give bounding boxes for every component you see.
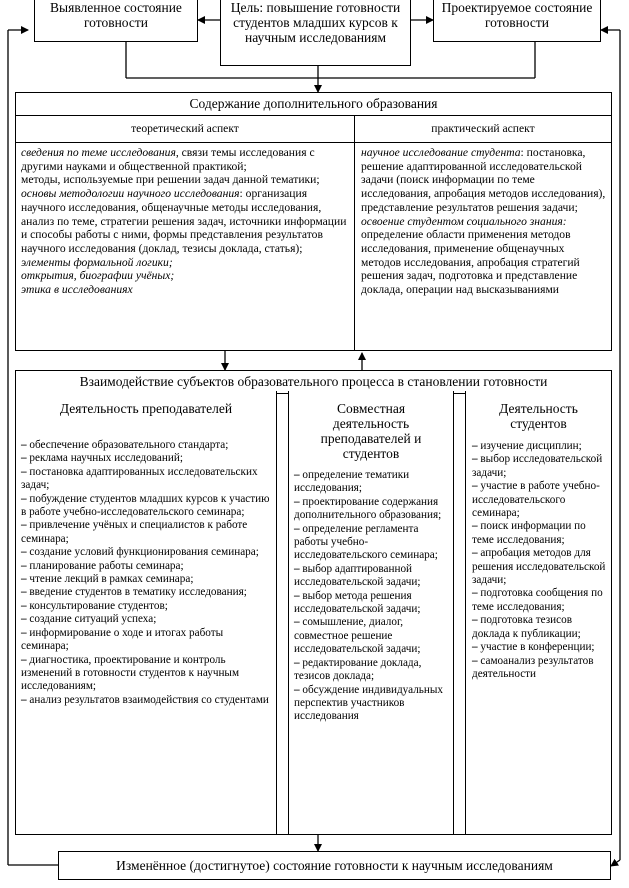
- students-list-item: – участие в работе учебно-исследовательского семинара;: [472, 480, 600, 520]
- joint-list-item: – определение тематики исследования;: [294, 469, 410, 495]
- theory-item: элементы формальной логики;: [21, 255, 173, 269]
- teachers-list-item: – диагностика, проектирование и контроль изменений в готовности студентов к научным исследованиям;: [21, 653, 240, 693]
- teachers-list-item: – анализ результатов взаимодействия со студентами: [21, 693, 269, 706]
- result-box: [58, 851, 611, 880]
- teachers-column: [15, 391, 277, 835]
- practice-text: [361, 146, 607, 297]
- students-list: [472, 440, 608, 681]
- students-column: [465, 391, 612, 835]
- teachers-title: Деятельность преподавателей: [59, 401, 233, 416]
- teachers-list-item: – чтение лекций в рамках семинара;: [21, 573, 194, 586]
- joint-list-item: – определение регламента работы учебно-исследовательского семинара;: [294, 522, 438, 562]
- goal-box: [220, 0, 411, 66]
- result-label: Изменённое (достигнутое) состояние готовности к научным исследованиям: [116, 858, 553, 873]
- interaction-title: Взаимодействие субъектов образовательного процесса в становлении готовности: [79, 374, 548, 389]
- joint-list-item: – выбор метода решения исследовательской задачи;: [294, 589, 421, 616]
- teachers-list-item: – привлечение учёных и специалистов к работе семинара;: [21, 519, 248, 545]
- joint-list-item: – сомышление, диалог, совместное решение исследовательской задачи;: [294, 616, 421, 656]
- teachers-list-item: – реклама научных исследований;: [21, 452, 183, 465]
- content-box: [15, 92, 612, 351]
- teachers-list-item: – постановка адаптированных исследовательских задач;: [21, 465, 258, 492]
- theory-item: методы, используемые при решении задач данной тематики;: [21, 173, 320, 187]
- theory-text: [21, 146, 351, 297]
- teachers-list-item: – создание ситуаций успеха;: [21, 613, 157, 626]
- projected-state-label: Проектируемое состояние готовности: [441, 0, 593, 30]
- students-list-item: – подготовка тезисов доклада к публикации;: [472, 614, 581, 640]
- content-title: Содержание дополнительного образования: [189, 96, 438, 111]
- practice-title: практический аспект: [431, 122, 535, 135]
- theory-item: этика в исследованиях: [21, 283, 133, 297]
- theory-item: открытия, биографии учёных;: [21, 269, 175, 283]
- teachers-list-item: – обеспечение образовательного стандарта;: [21, 439, 229, 451]
- joint-list: [294, 469, 450, 724]
- joint-column: [288, 391, 454, 835]
- theory-item: основы методологии научного исследования: организация научного исследования, общенаучные методы исследования, анализ по теме, стратегии решения задач, источники информации и способы работы с ними, формы представления результатов научного исследования (доклад, тезисы доклада, статья);: [21, 187, 347, 255]
- joint-list-item: – обсуждение индивидуальных перспектив участников исследования: [294, 683, 443, 723]
- joint-list-item: – проектирование содержания дополнительного образования;: [294, 495, 442, 522]
- students-list-item: – изучение дисциплин;: [472, 440, 582, 452]
- students-list-item: – поиск информации по теме исследования;: [472, 520, 586, 546]
- practice-item: освоение студентом социального знания: определение области применения методов исследования, применение общенаучных методов исследования, апробация стратегий решения задач, подготовка и представление доклада, операции над высказываниями: [361, 214, 580, 297]
- joint-title: Совместная деятельность преподавателей и студентов: [320, 401, 422, 461]
- teachers-list-item: – консультирование студентов;: [21, 599, 168, 612]
- students-list-item: – апробация методов для решения исследовательской задачи;: [472, 547, 606, 587]
- students-list-item: – участие в конференции;: [472, 641, 595, 654]
- practice-item: научное исследование студента: постановка, решение адаптированной исследовательской задачи (поиск информации по теме исследования, апробация методов исследования), представление результатов решения задачи;: [361, 146, 606, 214]
- current-state-label: Выявленное состояние готовности: [50, 0, 182, 30]
- teachers-list: [21, 439, 273, 707]
- joint-list-item: – выбор адаптированной исследовательской задачи;: [294, 562, 421, 589]
- students-list-item: – подготовка сообщения по теме исследования;: [472, 587, 603, 613]
- current-state-box: [34, 0, 198, 42]
- teachers-list-item: – введение студентов в тематику исследования;: [21, 586, 247, 599]
- teachers-list-item: – информирование о ходе и итогах работы семинара;: [21, 626, 224, 653]
- teachers-list-item: – планирование работы семинара;: [21, 559, 184, 572]
- teachers-list-item: – побуждение студентов младших курсов к участию в работе учебно-исследовательского семинара;: [21, 492, 270, 519]
- goal-label: Цель: повышение готовности студентов младших курсов к научным исследованиям: [230, 0, 401, 45]
- students-list-item: – самоанализ результатов деятельности: [472, 654, 594, 680]
- joint-list-item: – редактирование доклада, тезисов доклада;: [294, 656, 422, 683]
- theory-item: сведения по теме исследования, связи темы исследования с другими науками и общественной практикой;: [21, 146, 315, 173]
- students-title: Деятельность студентов: [499, 401, 578, 431]
- projected-state-box: [433, 0, 601, 42]
- theory-title: теоретический аспект: [131, 122, 239, 135]
- students-list-item: – выбор исследовательской задачи;: [472, 453, 603, 479]
- teachers-list-item: – создание условий функционирования семинара;: [21, 546, 259, 559]
